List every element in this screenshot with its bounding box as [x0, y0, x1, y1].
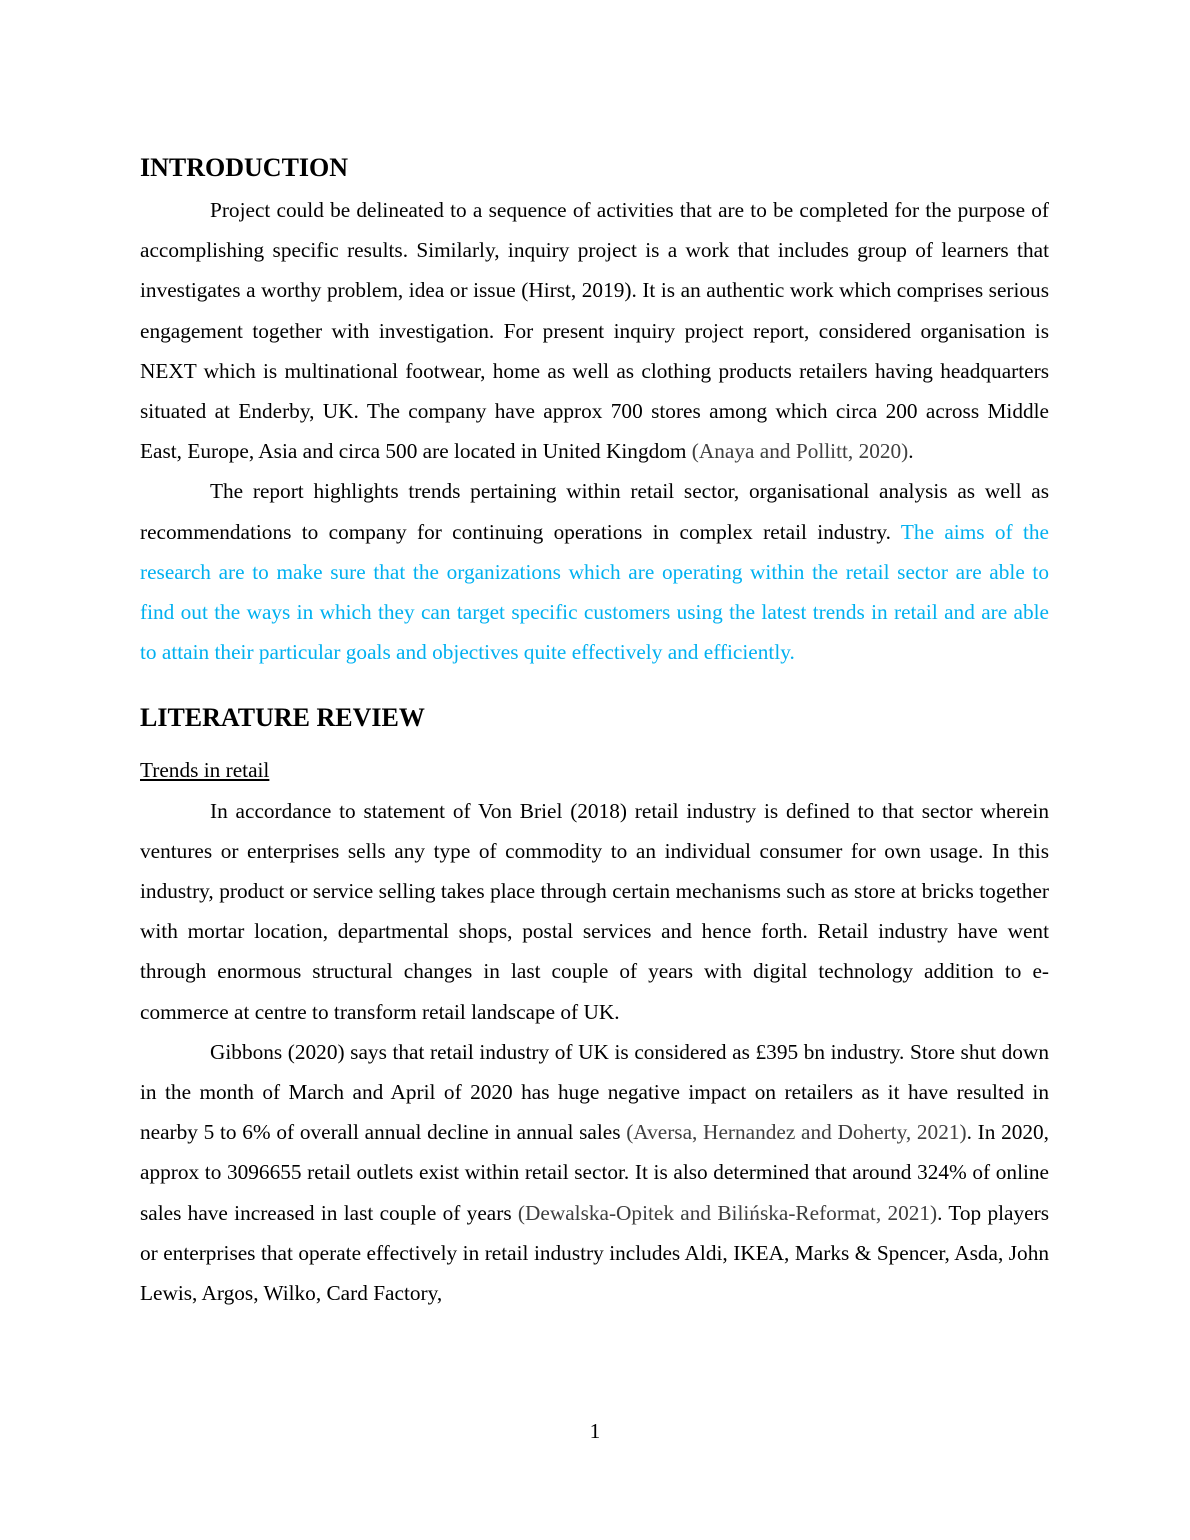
introduction-paragraph-1: [140, 190, 1049, 471]
introduction-heading: INTRODUCTION: [140, 153, 349, 182]
literature-review-heading: LITERATURE REVIEW: [140, 703, 425, 733]
introduction-paragraph-2-text: The report highlights trends pertaining within retail sector, organisational analysis as well as recommendations to company for continuing operations in complex retail industry.: [140, 479, 1049, 544]
literature-paragraph-2: [140, 1032, 1049, 1313]
citation-dewalska-opitek: (Dewalska-Opitek and Bilińska-Reformat, 2021): [517, 1200, 938, 1225]
document-page: [140, 150, 1049, 1313]
citation-aversa: (Aversa, Hernandez and Doherty, 2021): [626, 1120, 967, 1145]
introduction-paragraph-2: [140, 471, 1049, 672]
page-number: 1: [589, 1419, 601, 1443]
citation-anaya-pollitt: (Anaya and Pollitt, 2020): [691, 439, 909, 464]
introduction-paragraph-1-end: .: [908, 439, 914, 464]
literature-paragraph-2-part-1: Gibbons (2020) says that retail industry of UK is considered as £395 bn industry. Store shut down in the month of March and April of 2020 has huge negative impact on retailers as it have resulted in nearby 5 to 6% of overall annual decline in annual sales: [140, 1039, 1049, 1145]
trends-in-retail-subheading: Trends in retail: [140, 758, 270, 783]
literature-paragraph-2-part-3: . Top players or enterprises that operate effectively in retail industry includes Aldi, IKEA, Marks & Spencer, Asda, John Lewis, Argos, Wilko, Card Factory,: [140, 1200, 1049, 1306]
literature-paragraph-2-part-2: . In 2020, approx to 3096655 retail outlets exist within retail sector. It is also determined that around 324% of online sales have increased in last couple of years: [140, 1120, 1049, 1225]
literature-paragraph-1: In accordance to statement of Von Briel (2018) retail industry is defined to that sector wherein ventures or enterprises sells any type of commodity to an individual consumer for own usage. In this industry, product or service selling takes place through certain mechanisms such as store at bricks together with mortar location, departmental shops, postal services and hence forth. Retail industry have went through enormous structural changes in last couple of years with digital technology addition to e-commerce at centre to transform retail landscape of UK.: [140, 798, 1049, 1024]
introduction-paragraph-1-text: Project could be delineated to a sequence of activities that are to be completed for the purpose of accomplishing specific results. Similarly, inquiry project is a work that includes group of learners that investigates a worthy problem, idea or issue (Hirst, 2019). It is an authentic work which comprises serious engagement together with investigation. For present inquiry project report, considered organisation is NEXT which is multinational footwear, home as well as clothing products retailers having headquarters situated at Enderby, UK. The company have approx 700 stores among which circa 200 across Middle East, Europe, Asia and circa 500 are located in United Kingdom: [140, 198, 1049, 464]
research-aims-text: The aims of the research are to make sure that the organizations which are operating within the retail sector are able to find out the ways in which they can target specific customers using the latest trends in retail and are able to attain their particular goals and objectives quite effectively and efficiently.: [140, 519, 1049, 665]
